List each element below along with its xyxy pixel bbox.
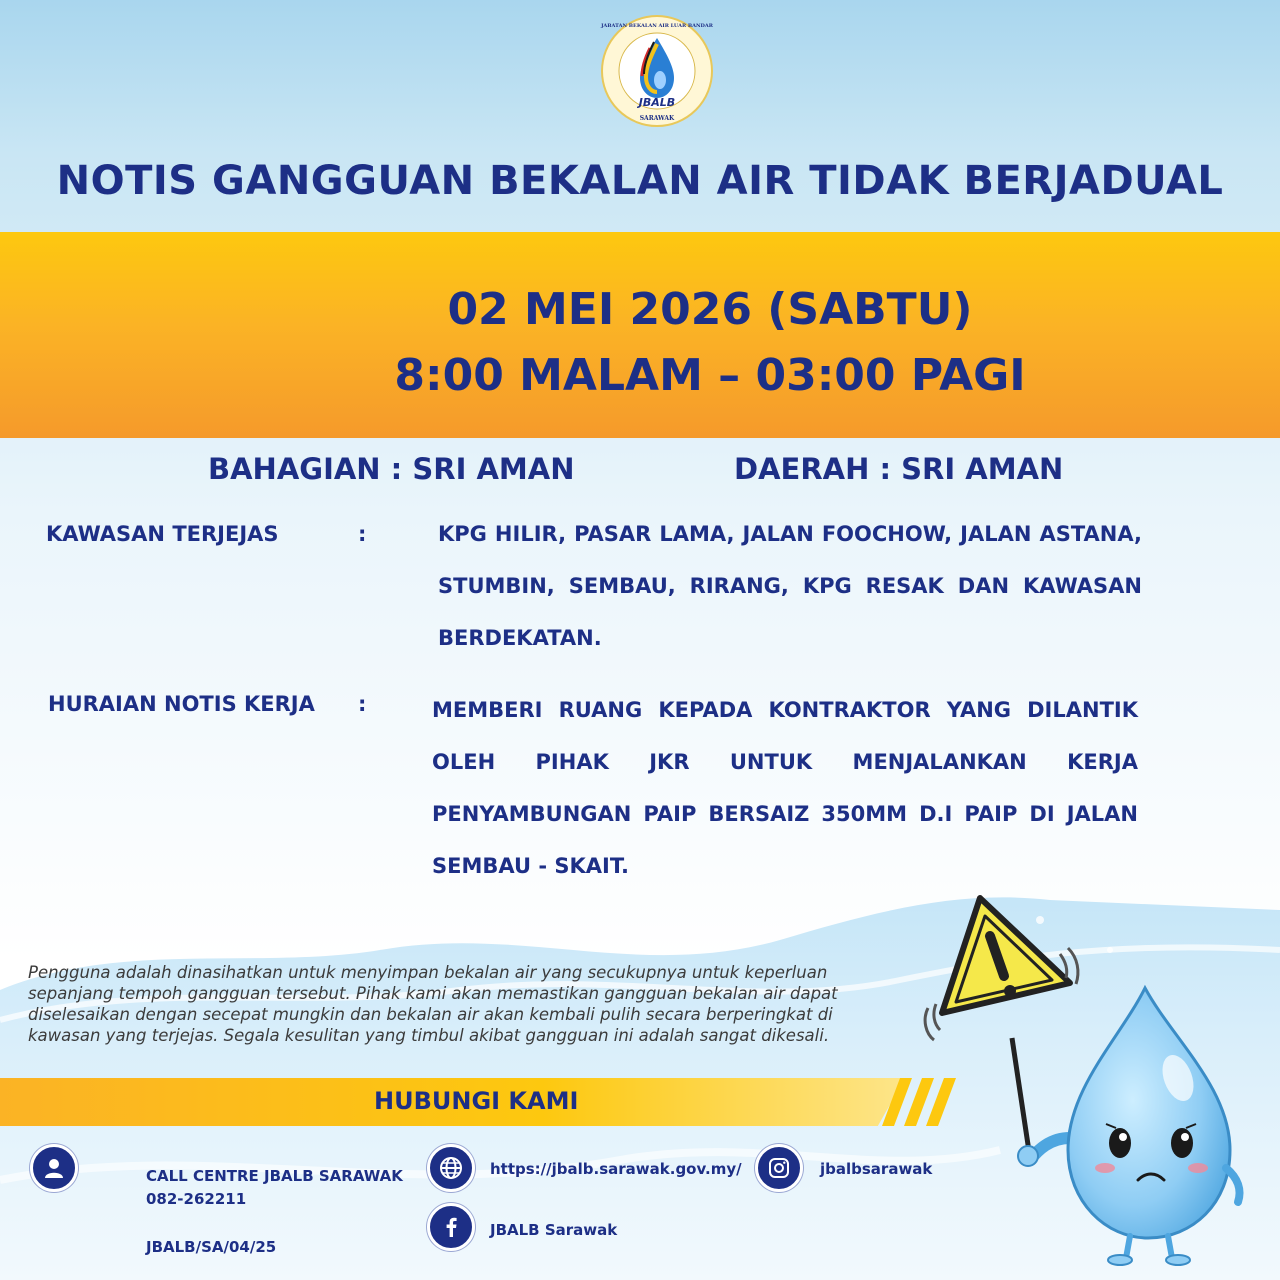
contact-title: HUBUNGI KAMI bbox=[374, 1087, 579, 1115]
schedule-band bbox=[0, 232, 1280, 438]
schedule-time: 8:00 MALAM – 03:00 PAGI bbox=[394, 350, 1026, 401]
jbalb-logo bbox=[600, 14, 714, 128]
kawasan-value: KPG HILIR, PASAR LAMA, JALAN FOOCHOW, JALAN ASTANA, STUMBIN, SEMBAU, RIRANG, KPG RESAK DAN KAWASAN BERDEKATAN. bbox=[438, 522, 1142, 650]
logo-ring-text: JABATAN BEKALAN AIR LUAR BANDAR bbox=[601, 23, 713, 29]
huraian-label: HURAIAN NOTIS KERJA bbox=[48, 692, 315, 716]
water-drop-mascot bbox=[920, 888, 1260, 1268]
huraian-value: MEMBERI RUANG KEPADA KONTRAKTOR YANG DILANTIK OLEH PIHAK JKR UNTUK MENJALANKAN KERJA PENYAMBUNGAN PAIP BERSAIZ 350MM D.I PAIP DI JALAN SEMBAU - SKAIT. bbox=[432, 698, 1138, 878]
facebook-icon bbox=[427, 1203, 475, 1251]
call-centre-phone[interactable]: 082-262211 bbox=[146, 1190, 247, 1208]
huraian-colon: : bbox=[358, 692, 367, 716]
region-daerah: DAERAH : SRI AMAN bbox=[734, 452, 1064, 486]
globe-icon bbox=[427, 1144, 475, 1192]
notice-title: NOTIS GANGGUAN BEKALAN AIR TIDAK BERJADUAL bbox=[56, 158, 1224, 204]
instagram-icon bbox=[755, 1144, 803, 1192]
kawasan-label: KAWASAN TERJEJAS bbox=[46, 522, 279, 546]
user-icon bbox=[30, 1144, 78, 1192]
facebook-link[interactable]: JBALB Sarawak bbox=[490, 1221, 618, 1239]
reference-code: JBALB/SA/04/25 bbox=[146, 1238, 277, 1256]
region-bahagian: BAHAGIAN : SRI AMAN bbox=[208, 452, 575, 486]
logo-state: SARAWAK bbox=[639, 115, 675, 122]
kawasan-colon: : bbox=[358, 522, 367, 546]
instagram-link[interactable]: jbalbsarawak bbox=[820, 1160, 933, 1178]
call-centre-name: CALL CENTRE JBALB SARAWAK bbox=[146, 1167, 403, 1185]
schedule-date: 02 MEI 2026 (SABTU) bbox=[447, 284, 973, 335]
logo-abbr: JBALB bbox=[638, 96, 676, 109]
warning-icon bbox=[942, 898, 1070, 1013]
website-link[interactable]: https://jbalb.sarawak.gov.my/ bbox=[490, 1160, 742, 1178]
advisory-text: Pengguna adalah dinasihatkan untuk menyimpan bekalan air yang secukupnya untuk keperluan sepanjang tempoh gangguan tersebut. Pihak kami akan memastikan gangguan bekalan air dapat diselesaikan dengan secepat mungkin dan bekalan air akan kembali pulih secara berperingkat di kawasan yang terjejas. Segala kesulitan yang timbul akibat gangguan ini adalah sangat dikesali. bbox=[28, 963, 838, 1045]
